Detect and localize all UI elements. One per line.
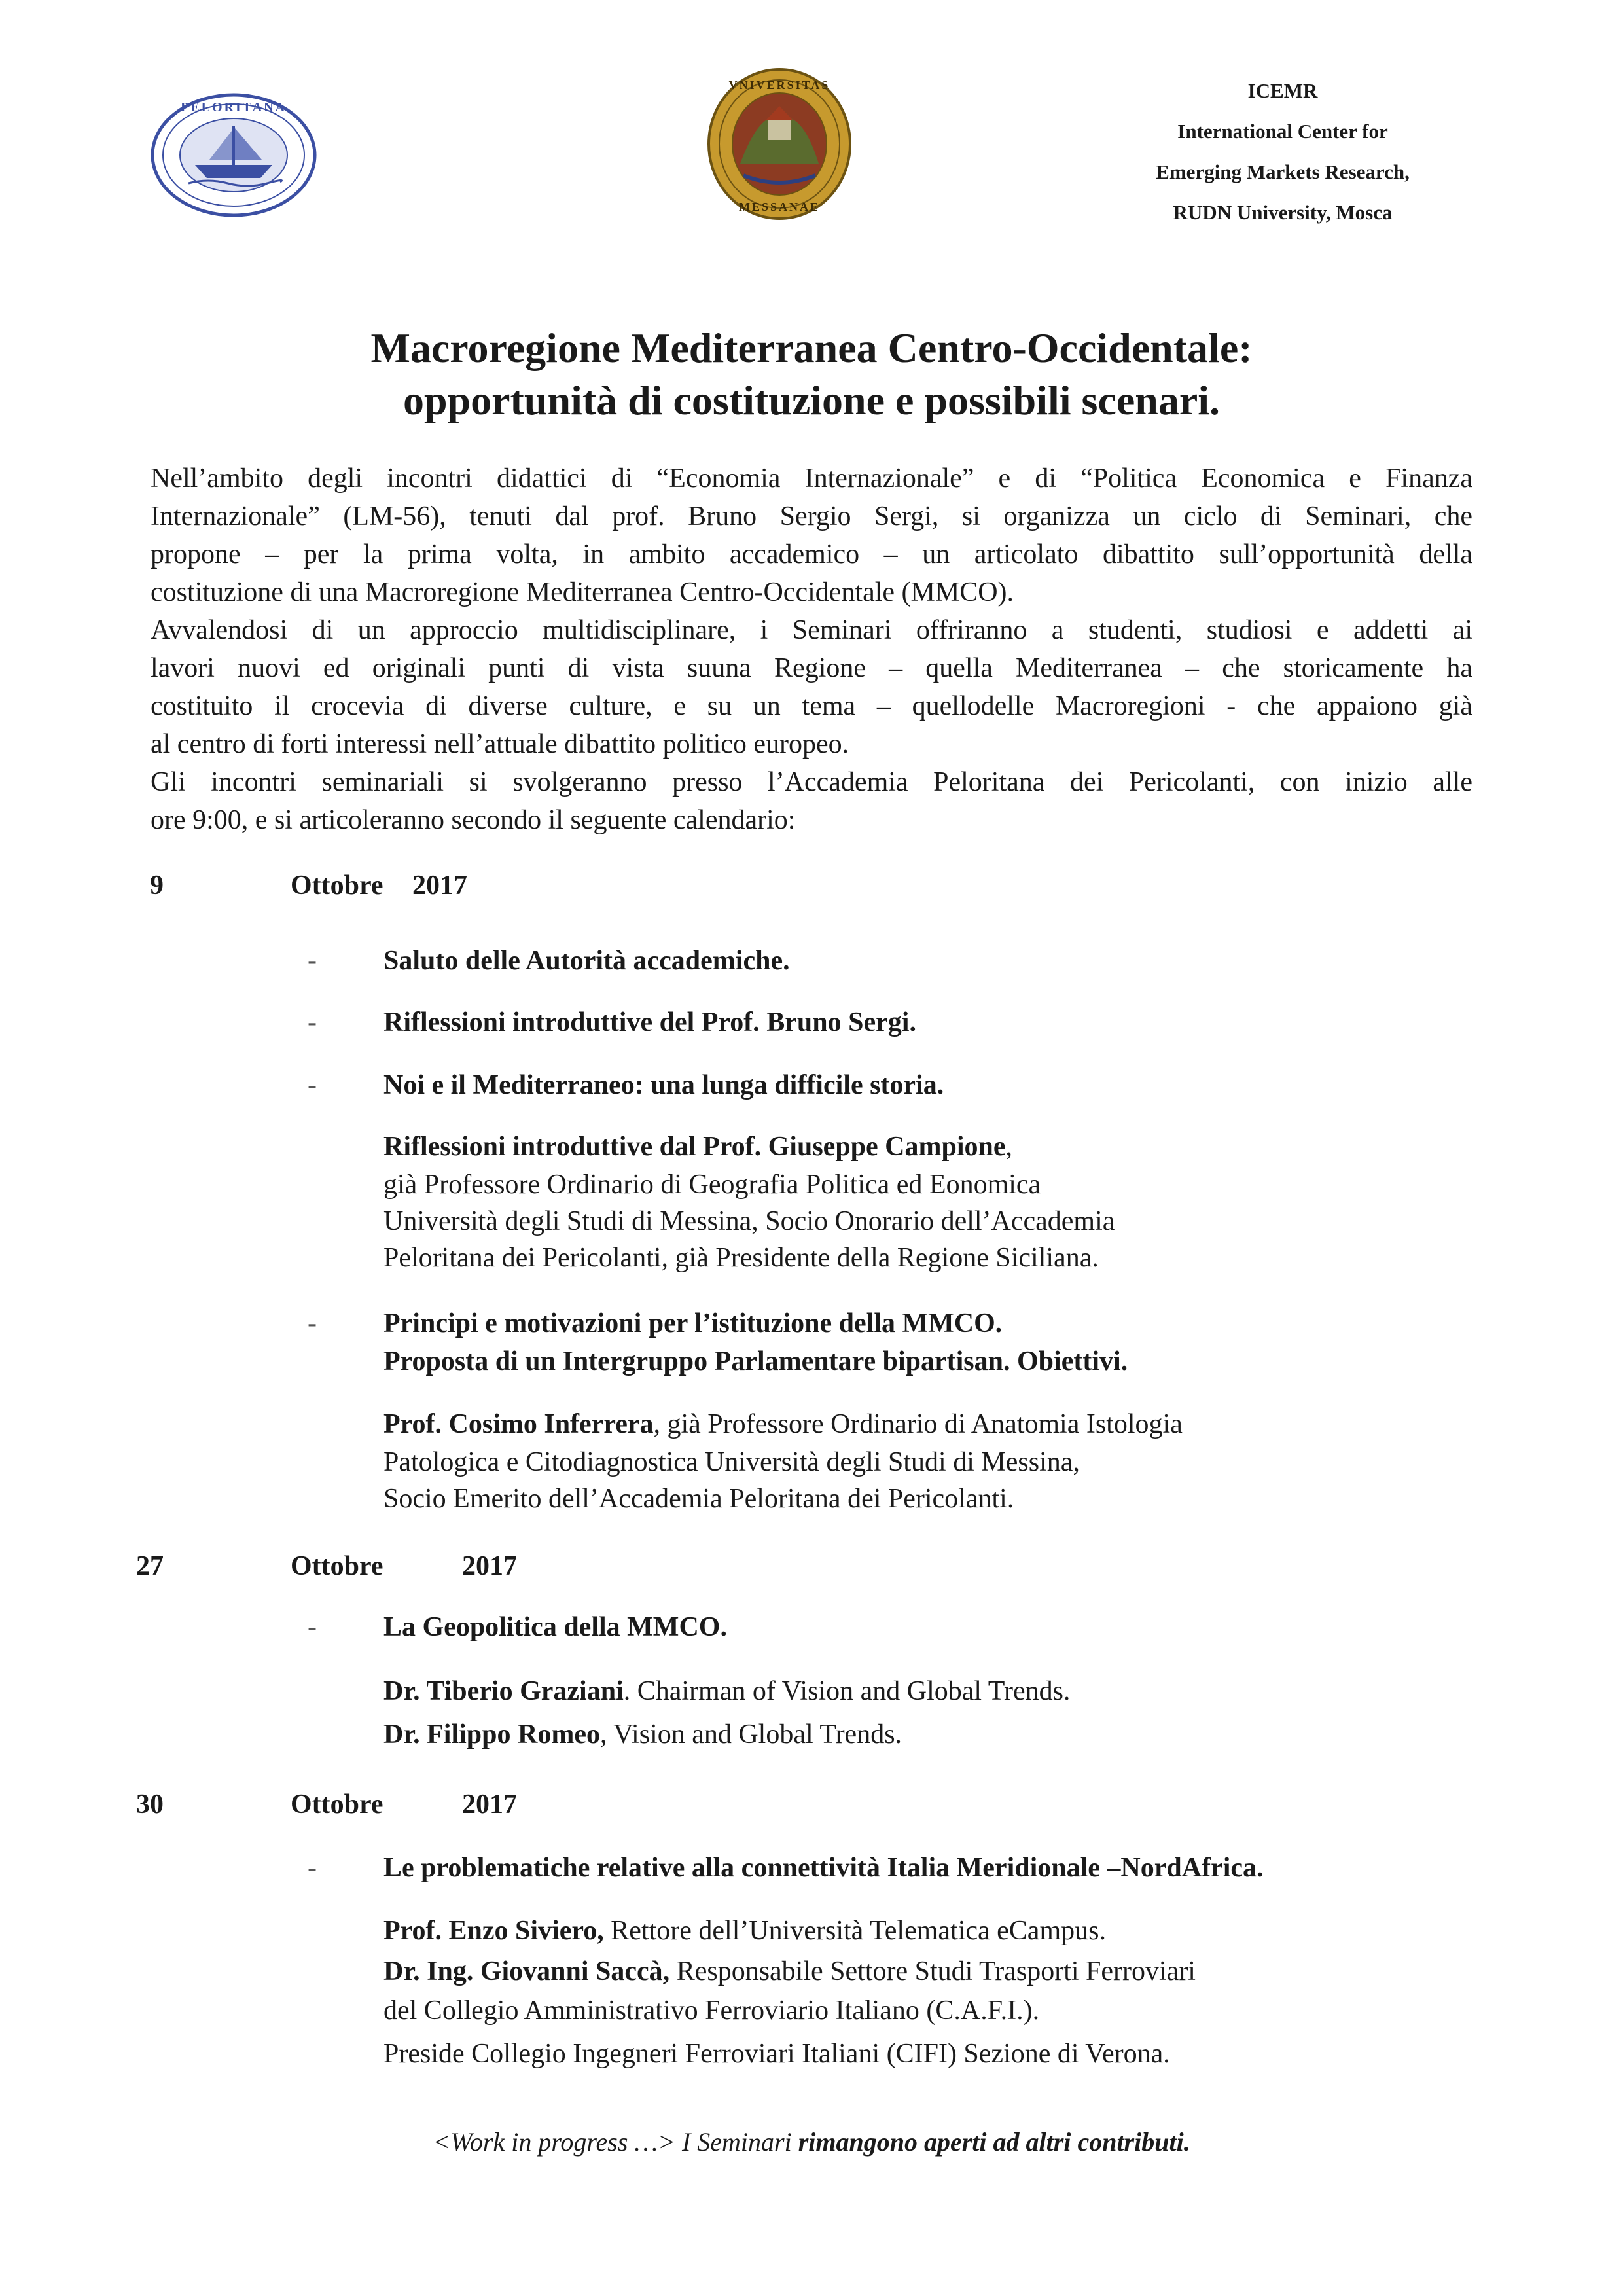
document-title-line-2: opportunità di costituzione e possibili scenari. — [402, 377, 1221, 423]
date-day: 30 — [136, 1789, 164, 1820]
agenda-item: La Geopolitica della MMCO. — [383, 1612, 727, 1642]
speaker-detail: Università degli Studi di Messina, Socio Onorario dell’Accademia — [383, 1206, 1115, 1236]
speaker-detail: già Professore Ordinario di Geografia Politica ed Eonomica — [383, 1170, 1041, 1200]
bullet-dash: - — [308, 1007, 317, 1037]
footer-note — [0, 2126, 1623, 2159]
header-line-2: International Center for — [1177, 120, 1388, 143]
header-line-3: Emerging Markets Research, — [1156, 160, 1410, 183]
left-seal-text: PELORITANA — [181, 100, 287, 115]
intro-paragraph — [151, 459, 1472, 839]
speaker-line: Prof. Cosimo Inferrera, già Professore Ordinario di Anatomia Istologia — [383, 1409, 1183, 1439]
bullet-dash: - — [308, 1612, 317, 1642]
header-line-4: RUDN University, Mosca — [1173, 201, 1393, 224]
intro-line: Internazionale” (LM-56), tenuti dal prof. Bruno Sergio Sergi, si organizza un ciclo di Seminari, che — [151, 501, 1472, 531]
bullet-dash: - — [308, 946, 317, 976]
agenda-item: Principi e motivazioni per l’istituzione della MMCO. — [383, 1308, 1003, 1338]
speaker-detail: Preside Collegio Ingegneri Ferroviari Italiani (CIFI) Sezione di Verona. — [383, 2039, 1170, 2069]
speaker-detail: del Collegio Amministrativo Ferroviario Italiano (C.A.F.I.). — [383, 1996, 1040, 2026]
header-line-1: ICEMR — [1247, 79, 1318, 102]
agenda-item: Saluto delle Autorità accademiche. — [383, 946, 790, 976]
speaker-detail: Socio Emerito dell’Accademia Peloritana dei Pericolanti. — [383, 1484, 1014, 1514]
speaker-line: Dr. Filippo Romeo, Vision and Global Trends. — [383, 1719, 902, 1749]
date-day: 27 — [136, 1551, 164, 1581]
date-month: Ottobre — [291, 1551, 383, 1581]
intro-line: Avvalendosi di un approccio multidisciplinare, i Seminari offriranno a studenti, studiosi e addetti ai — [151, 615, 1472, 645]
speaker-line: Dr. Tiberio Graziani. Chairman of Vision and Global Trends. — [383, 1676, 1071, 1706]
speaker-line: Dr. Ing. Giovanni Saccà, Responsabile Settore Studi Trasporti Ferroviari — [383, 1956, 1196, 1986]
bullet-dash: - — [308, 1070, 317, 1100]
agenda-item: Noi e il Mediterraneo: una lunga difficile storia. — [383, 1070, 944, 1100]
agenda-item-continued: Proposta di un Intergruppo Parlamentare bipartisan. Obiettivi. — [383, 1346, 1128, 1376]
date-month: Ottobre — [291, 1789, 383, 1820]
institution-header — [1113, 71, 1453, 233]
intro-line: lavori nuovi ed originali punti di vista suuna Regione – quella Mediterranea – che storicamente ha — [151, 653, 1472, 683]
intro-line: costituito il crocevia di diverse culture, e su un tema – quellodelle Macroregioni - che appaiono già — [151, 691, 1472, 721]
speaker-detail: Peloritana dei Pericolanti, già Presidente della Regione Siciliana. — [383, 1243, 1099, 1273]
intro-line: Gli incontri seminariali si svolgeranno presso l’Accademia Peloritana dei Pericolanti, con inizio alle — [151, 767, 1472, 797]
intro-line: al centro di forti interessi nell’attuale dibattito politico europeo. — [151, 729, 849, 759]
agenda-item: Le problematiche relative alla connettività Italia Meridionale –NordAfrica. — [383, 1853, 1264, 1883]
center-seal-text: VNIVERSITAS — [728, 79, 830, 92]
intro-line: propone – per la prima volta, in ambito accademico – un articolato dibattito sull’opportunità della — [151, 539, 1472, 569]
intro-line: Nell’ambito degli incontri didattici di “Economia Internazionale” e di “Politica Economica e Finanza — [151, 463, 1472, 493]
agenda-item: Riflessioni introduttive del Prof. Bruno Sergi. — [383, 1007, 916, 1037]
date-year: 2017 — [462, 1551, 517, 1581]
bullet-dash: - — [308, 1308, 317, 1338]
bullet-dash: - — [308, 1853, 317, 1883]
intro-line: costituzione di una Macroregione Mediterranea Centro-Occidentale (MMCO). — [151, 577, 1014, 607]
universita-messina-seal-icon — [704, 65, 855, 223]
speaker-line: Riflessioni introduttive dal Prof. Giuseppe Campione, — [383, 1132, 1013, 1162]
accademia-peloritana-seal-icon — [149, 92, 318, 219]
intro-line: ore 9:00, e si articoleranno secondo il seguente calendario: — [151, 805, 796, 835]
date-year: 2017 — [412, 870, 467, 901]
center-seal-text-bottom: MESSANAE — [738, 200, 821, 213]
speaker-line: Prof. Enzo Siviero, Rettore dell’Università Telematica eCampus. — [383, 1916, 1106, 1946]
date-day: 9 — [150, 870, 164, 901]
document-title-line-1: Macroregione Mediterranea Centro-Occidentale: — [370, 325, 1253, 371]
date-year: 2017 — [462, 1789, 517, 1820]
footer-part-1: <Work in progress …> I Seminari — [433, 2127, 798, 2157]
footer-part-2: rimangono aperti ad altri contributi. — [798, 2127, 1190, 2157]
speaker-detail: Patologica e Citodiagnostica Università degli Studi di Messina, — [383, 1447, 1080, 1477]
date-month: Ottobre — [291, 870, 383, 901]
